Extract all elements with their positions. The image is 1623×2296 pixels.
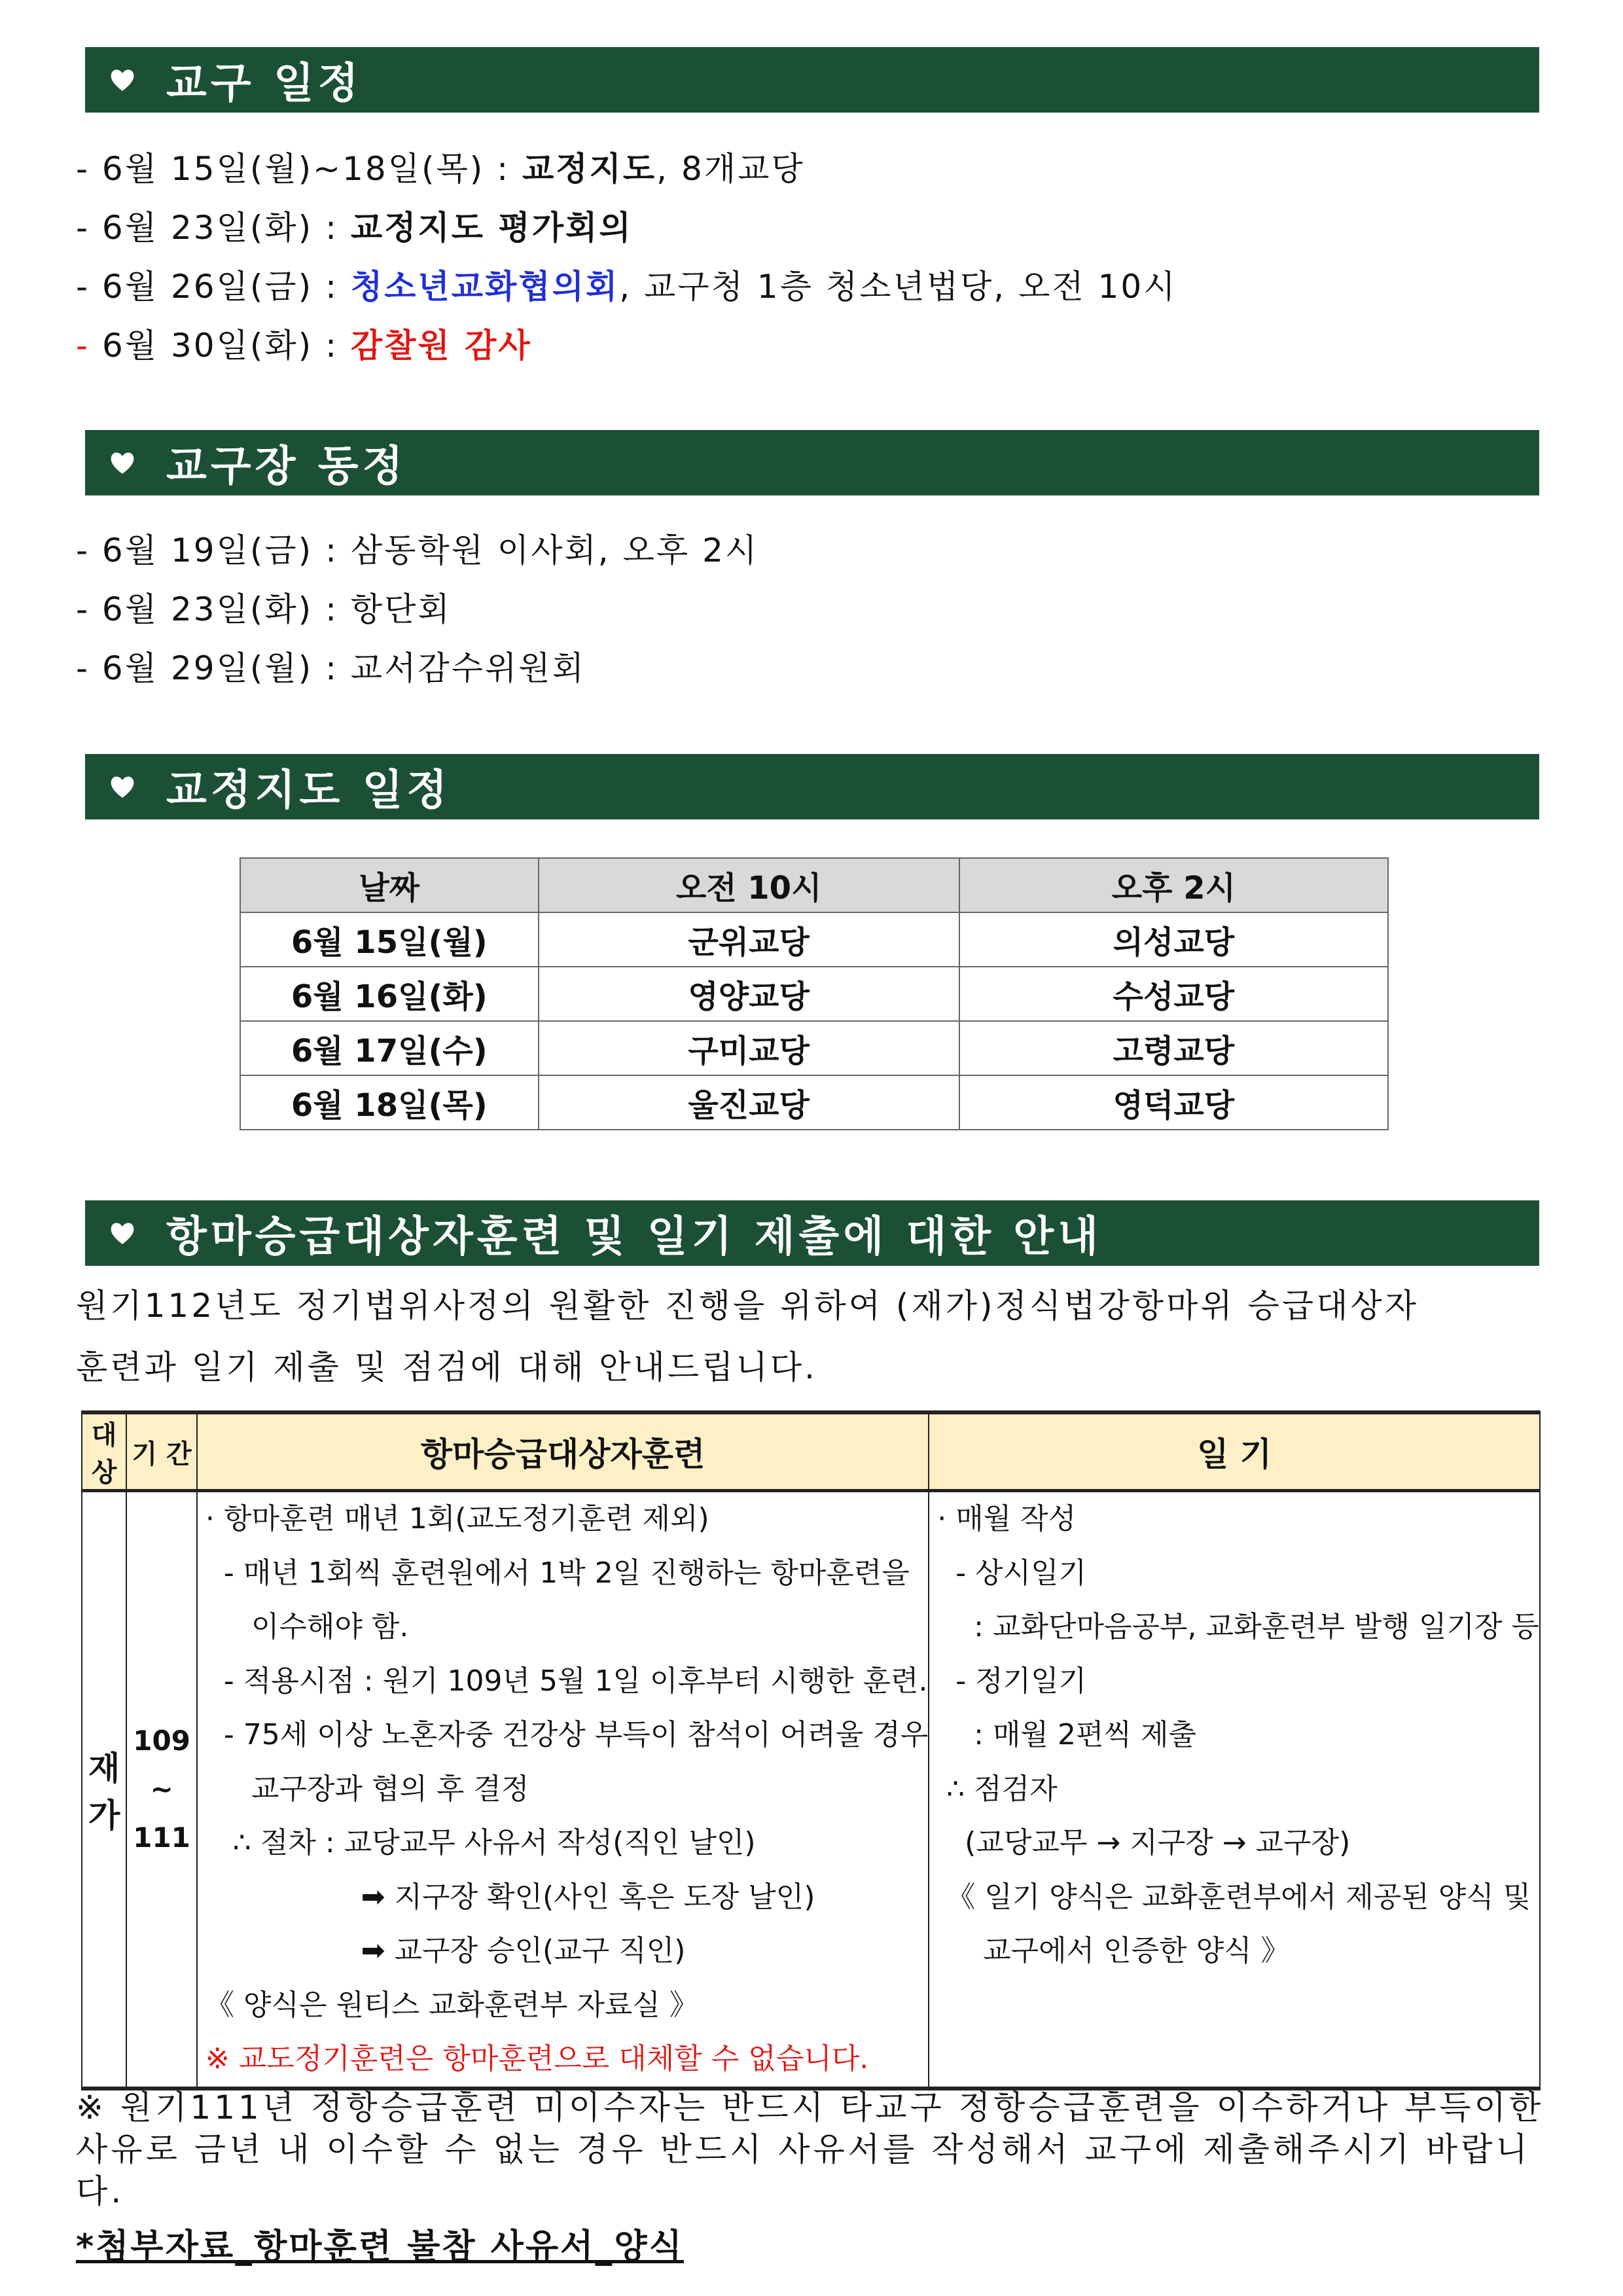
diary-line: 교구에서 인증한 양식 》 xyxy=(937,1934,1290,1967)
list-item: - 6월 29일(월) : 교서감수위원회 xyxy=(76,649,586,687)
training-line: ∴ 절차 : 교당교무 사유서 작성(직인 날인) xyxy=(205,1826,756,1859)
section-title: 교구장 동정 xyxy=(166,442,407,491)
diary-line: (교당교무 → 지구장 → 교구장) xyxy=(937,1826,1351,1859)
table-cell: 울진교당 xyxy=(539,1075,959,1130)
section-header-schedule xyxy=(85,47,1539,113)
diary-line: - 상시일기 xyxy=(937,1556,1087,1590)
table-cell: 6월 17일(수) xyxy=(240,1021,539,1075)
column-header: 날짜 xyxy=(240,858,539,912)
table-cell: 수성교당 xyxy=(959,967,1388,1021)
section-title: 교구 일정 xyxy=(166,60,363,108)
table-cell: 구미교당 xyxy=(539,1021,959,1075)
training-table xyxy=(81,1410,1541,2090)
table-cell: 고령교당 xyxy=(959,1021,1388,1075)
section-title: 항마승급대상자훈련 및 일기 제출에 대한 안내 xyxy=(166,1213,1103,1261)
training-line: ➡ 교구장 승인(교구 직인) xyxy=(205,1934,686,1967)
heart-bullet-icon xyxy=(107,1218,137,1248)
intro-line: 원기112년도 정기법위사정의 원활한 진행을 위하여 (재가)정식법강항마위 승급대상자 xyxy=(76,1287,1419,1325)
heart-bullet-icon xyxy=(107,65,137,95)
table-row xyxy=(240,912,1388,967)
diary-line: 《 일기 양식은 교화훈련부에서 제공된 양식 및 xyxy=(937,1880,1531,1914)
table-header-row xyxy=(82,1412,1540,1491)
diary-line: - 정기일기 xyxy=(937,1664,1087,1698)
heart-bullet-icon xyxy=(107,448,137,478)
attachment-link[interactable]: *첨부자료_항마훈련 불참 사유서_양식 xyxy=(76,2227,684,2267)
list-item: - 6월 26일(금) : 청소년교화협의회, 교구청 1층 청소년법당, 오전 10시 xyxy=(76,268,1177,306)
column-header: 오전 10시 xyxy=(539,858,959,912)
column-header: 오후 2시 xyxy=(959,858,1388,912)
training-line: · 항마훈련 매년 1회(교도정기훈련 제외) xyxy=(205,1502,709,1535)
table-cell: 군위교당 xyxy=(539,912,959,967)
guidance-schedule-table xyxy=(240,857,1389,1130)
column-header: 기 간 xyxy=(126,1412,197,1491)
training-note: ※ 교도정기훈련은 항마훈련으로 대체할 수 없습니다. xyxy=(205,2042,869,2075)
schedule-list xyxy=(76,139,1177,375)
table-cell: 의성교당 xyxy=(959,912,1388,967)
heart-bullet-icon xyxy=(107,772,137,802)
diary-line: : 매월 2편씩 제출 xyxy=(937,1718,1196,1751)
diary-cell xyxy=(929,1491,1540,2089)
footer-note: ※ 원기111년 정항승급훈련 미이수자는 반드시 타교구 정항승급훈련을 이수하거나 부득이한 사유로 금년 내 이수할 수 없는 경우 반드시 사유서를 작성해서 교구에 제출해주시기 바랍니다. xyxy=(76,2089,1544,2210)
table-cell: 영덕교당 xyxy=(959,1075,1388,1130)
intro-paragraph xyxy=(76,1275,1542,1398)
list-item: - 6월 15일(월)~18일(목) : 교정지도, 8개교당 xyxy=(76,150,805,188)
column-header: 일 기 xyxy=(929,1412,1540,1491)
training-line: 이수해야 함. xyxy=(205,1610,409,1643)
list-item: - 6월 23일(화) : 교정지도 평가회의 xyxy=(76,209,633,247)
list-item: - 6월 30일(화) : 감찰원 감사 xyxy=(76,327,532,365)
training-line: 《 양식은 원티스 교화훈련부 자료실 》 xyxy=(205,1988,698,2022)
diary-line: ∴ 점검자 xyxy=(937,1772,1058,1806)
table-cell: 6월 15일(월) xyxy=(240,912,539,967)
table-row xyxy=(240,1075,1388,1130)
training-line: - 적용시점 : 원기 109년 5월 1일 이후부터 시행한 훈련. xyxy=(205,1664,928,1698)
diary-line: · 매월 작성 xyxy=(937,1502,1077,1535)
training-line: 교구장과 협의 후 결정 xyxy=(205,1772,529,1806)
table-row xyxy=(82,1491,1540,2089)
period-cell: 109 ~ 111 xyxy=(126,1491,197,2089)
list-item: - 6월 19일(금) : 삼동학원 이사회, 오후 2시 xyxy=(76,531,759,569)
target-cell: 재가 xyxy=(82,1491,126,2089)
section-header-training-guide xyxy=(85,1200,1539,1266)
training-cell xyxy=(197,1491,929,2089)
intro-line: 훈련과 일기 제출 및 점검에 대해 안내드립니다. xyxy=(76,1348,817,1386)
section-title: 교정지도 일정 xyxy=(166,766,452,815)
column-header: 항마승급대상자훈련 xyxy=(197,1412,929,1491)
table-row xyxy=(240,967,1388,1021)
diary-line: : 교화단마음공부, 교화훈련부 발행 일기장 등 xyxy=(937,1610,1539,1643)
training-line: ➡ 지구장 확인(사인 혹은 도장 날인) xyxy=(205,1880,815,1914)
section-header-guidance-schedule xyxy=(85,754,1539,819)
table-cell: 6월 18일(목) xyxy=(240,1075,539,1130)
list-item: - 6월 23일(화) : 항단회 xyxy=(76,590,452,628)
activities-list xyxy=(76,521,758,698)
training-line: - 매년 1회씩 훈련원에서 1박 2일 진행하는 항마훈련을 xyxy=(205,1556,910,1590)
table-cell: 6월 16일(화) xyxy=(240,967,539,1021)
training-line: - 75세 이상 노혼자중 건강상 부득이 참석이 어려울 경우 xyxy=(205,1718,929,1751)
section-header-bishop-activities xyxy=(85,430,1539,495)
column-header: 대상 xyxy=(82,1412,126,1491)
table-row xyxy=(240,1021,1388,1075)
table-header-row xyxy=(240,858,1388,912)
table-cell: 영양교당 xyxy=(539,967,959,1021)
